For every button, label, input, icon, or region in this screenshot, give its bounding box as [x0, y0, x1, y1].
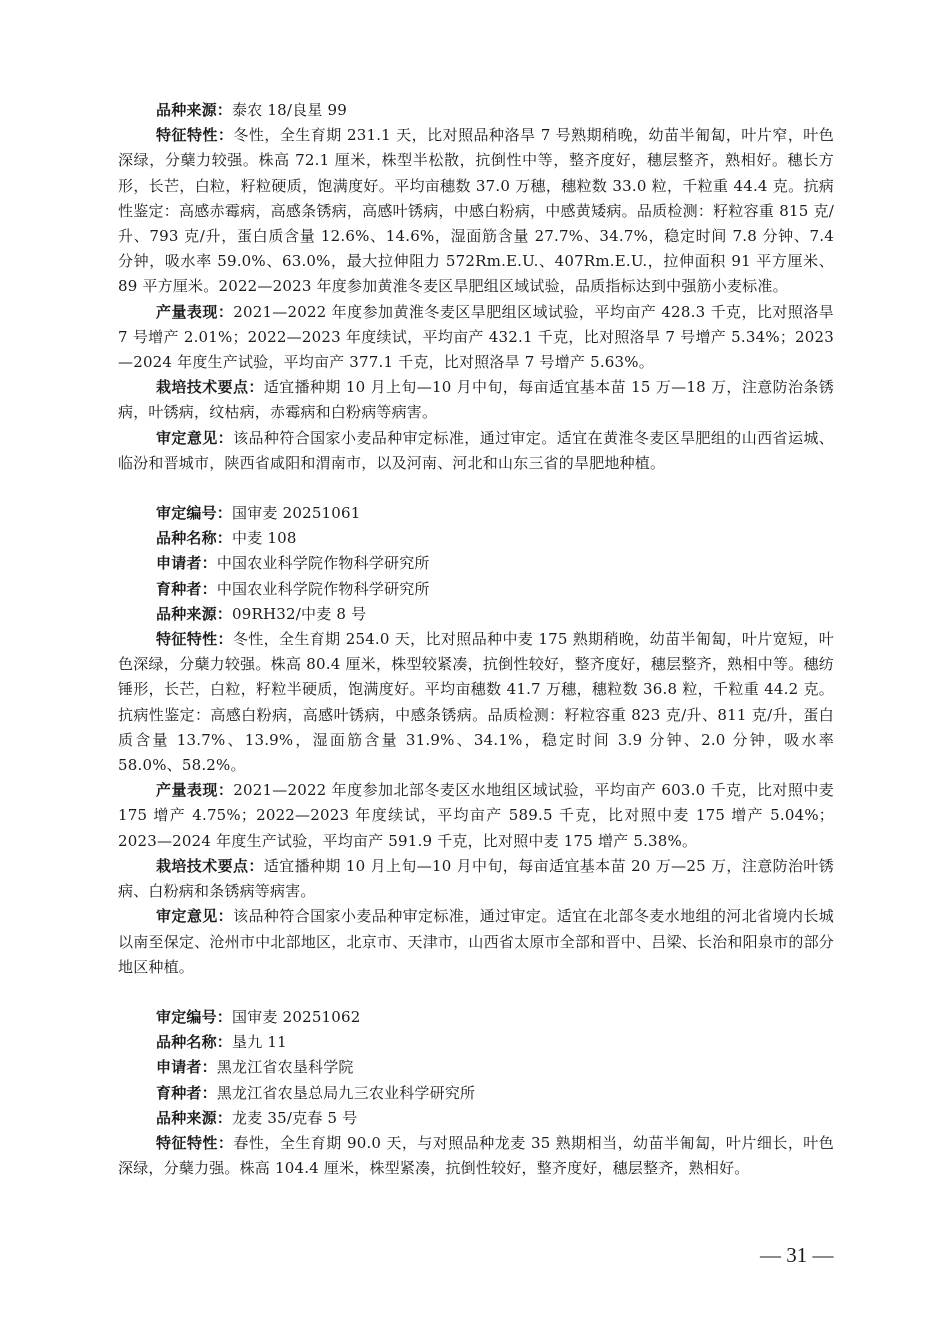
- yield-value: 2021—2022 年度参加北部冬麦区水地组区域试验，平均亩产 603.0 千克，比对照中麦 175 增产 4.75%；2022—2023 年度续试，平均亩产 589.5 千克，比对照中麦 175 增产 5.04%；2023—2024 年度生产试验，平均亩产 591.9 千克，比对照中麦 175 增产 5.38%。: [118, 781, 834, 850]
- approval-code-line: [118, 501, 834, 526]
- traits-value: 冬性，全生育期 254.0 天，比对照品种中麦 175 熟期稍晚，幼苗半匍匐，叶片宽短，叶色深绿，分蘖力较强。株高 80.4 厘米，株型较紧凑，抗倒性较好，整齐度好，穗层整齐，熟相中等。穗纺锤形，长芒，白粒，籽粒半硬质，饱满度好。平均亩穗数 41.7 万穗，穗粒数 36.8 粒，千粒重 44.2 克。抗病性鉴定：高感白粉病，高感叶锈病，中感条锈病。品质检测：籽粒容重 823 克/升、811 克/升，蛋白质含量 13.7%、13.9%，湿面筋含量 31.9%、34.1%，稳定时间 3.9 分钟、2.0 分钟，吸水率 58.0%、58.2%。: [118, 630, 834, 775]
- cultivation-paragraph: [118, 854, 834, 904]
- traits-value: 冬性，全生育期 231.1 天，比对照品种洛旱 7 号熟期稍晚，幼苗半匍匐，叶片窄，叶色深绿，分蘖力较强。株高 72.1 厘米，株型半松散，抗倒性中等，整齐度好，穗层整齐，熟相好。穗长方形，长芒，白粒，籽粒硬质，饱满度好。平均亩穗数 37.0 万穗，穗粒数 33.0 粒，千粒重 44.4 克。抗病性鉴定：高感赤霉病，高感条锈病，高感叶锈病，中感白粉病，中感黄矮病。品质检测：籽粒容重 815 克/升、793 克/升，蛋白质含量 12.6%、14.6%，湿面筋含量 27.7%、34.7%，稳定时间 7.8 分钟、7.4 分钟，吸水率 59.0%、63.0%，最大拉伸阻力 572Rm.E.U.、407Rm.E.U.，拉伸面积 91 平方厘米、89 平方厘米。2022—2023 年度参加黄淮冬麦区旱肥组区域试验，品质指标达到中强筋小麦标准。: [118, 126, 834, 296]
- source-label: 品种来源：: [156, 101, 233, 119]
- document-page: [118, 98, 834, 1181]
- applicant-value: 黑龙江省农垦科学院: [216, 1058, 354, 1077]
- variety-name-line: [118, 1030, 834, 1055]
- source-line: [118, 98, 834, 123]
- breeder-line: [118, 1081, 834, 1106]
- source-line: [118, 1106, 834, 1131]
- variety-name-value: 中麦 108: [232, 529, 297, 548]
- approval-code-line: [118, 1005, 834, 1030]
- page-number: — 31 —: [760, 1243, 834, 1267]
- cultivation-value: 适宜播种期 10 月上旬—10 月中旬，每亩适宜基本苗 15 万—18 万，注意防治条锈病，叶锈病，纹枯病，赤霉病和白粉病等病害。: [118, 378, 834, 422]
- traits-label: 特征特性：: [156, 630, 233, 649]
- variety-name-label: 品种名称：: [156, 1033, 233, 1052]
- variety-name-label: 品种名称：: [156, 529, 233, 548]
- traits-label: 特征特性：: [156, 1133, 234, 1152]
- yield-value: 2021—2022 年度参加黄淮冬麦区旱肥组区域试验，平均亩产 428.3 千克，比对照洛旱 7 号增产 2.01%；2022—2023 年度续试，平均亩产 432.1 千克，比对照洛旱 7 号增产 5.34%；2023—2024 年度生产试验，平均亩产 377.1 千克，比对照洛旱 7 号增产 5.63%。: [118, 302, 834, 372]
- source-label: 品种来源：: [156, 604, 233, 623]
- traits-paragraph: [118, 123, 834, 299]
- applicant-label: 申请者：: [156, 554, 217, 573]
- traits-label: 特征特性：: [156, 126, 234, 145]
- source-value: 09RH32/中麦 8 号: [232, 604, 367, 623]
- approval-code-value: 国审麦 20251061: [232, 504, 361, 523]
- source-value: 泰农 18/良星 99: [232, 101, 347, 119]
- breeder-line: [118, 577, 834, 602]
- approval-code-label: 审定编号：: [156, 1007, 233, 1026]
- variety-name-line: [118, 526, 834, 551]
- breeder-label: 育种者：: [156, 1083, 217, 1102]
- cultivation-label: 栽培技术要点：: [156, 856, 264, 875]
- traits-paragraph: [118, 627, 834, 778]
- opinion-value: 该品种符合国家小麦品种审定标准，通过审定。适宜在北部冬麦水地组的河北省境内长城以南至保定、沧州市中北部地区，北京市、天津市，山西省太原市全部和晋中、吕梁、长治和阳泉市的部分地区种植。: [118, 907, 834, 976]
- yield-paragraph: [118, 300, 834, 376]
- breeder-value: 中国农业科学院作物科学研究所: [216, 579, 430, 598]
- source-label: 品种来源：: [156, 1108, 233, 1127]
- opinion-label: 审定意见：: [156, 428, 234, 447]
- applicant-line: [118, 1055, 834, 1080]
- breeder-label: 育种者：: [156, 579, 217, 598]
- traits-value: 春性，全生育期 90.0 天，与对照品种龙麦 35 熟期相当，幼苗半匍匐，叶片细长，叶色深绿，分蘖力强。株高 104.4 厘米，株型紧凑，抗倒性较好，整齐度好，穗层整齐，熟相好。: [118, 1133, 834, 1178]
- source-line: [118, 602, 834, 627]
- yield-paragraph: [118, 778, 834, 854]
- opinion-paragraph: [118, 426, 834, 476]
- approval-code-value: 国审麦 20251062: [232, 1007, 361, 1026]
- section-gap: [118, 476, 834, 501]
- opinion-value: 该品种符合国家小麦品种审定标准，通过审定。适宜在黄淮冬麦区旱肥组的山西省运城、临汾和晋城市，陕西省咸阳和渭南市，以及河南、河北和山东三省的旱肥地种植。: [118, 428, 834, 472]
- applicant-value: 中国农业科学院作物科学研究所: [216, 554, 430, 573]
- applicant-label: 申请者：: [156, 1058, 217, 1077]
- traits-paragraph: [118, 1131, 834, 1181]
- cultivation-value: 适宜播种期 10 月上旬—10 月中旬，每亩适宜基本苗 20 万—25 万，注意防治叶锈病、白粉病和条锈病等病害。: [118, 856, 834, 901]
- yield-label: 产量表现：: [156, 302, 234, 321]
- cultivation-paragraph: [118, 375, 834, 425]
- opinion-paragraph: [118, 904, 834, 980]
- opinion-label: 审定意见：: [156, 907, 234, 926]
- variety-name-value: 垦九 11: [232, 1033, 287, 1052]
- applicant-line: [118, 551, 834, 576]
- source-value: 龙麦 35/克春 5 号: [232, 1108, 358, 1127]
- yield-label: 产量表现：: [156, 781, 234, 800]
- cultivation-label: 栽培技术要点：: [156, 378, 264, 397]
- section-gap: [118, 980, 834, 1005]
- approval-code-label: 审定编号：: [156, 504, 233, 523]
- breeder-value: 黑龙江省农垦总局九三农业科学研究所: [216, 1083, 476, 1102]
